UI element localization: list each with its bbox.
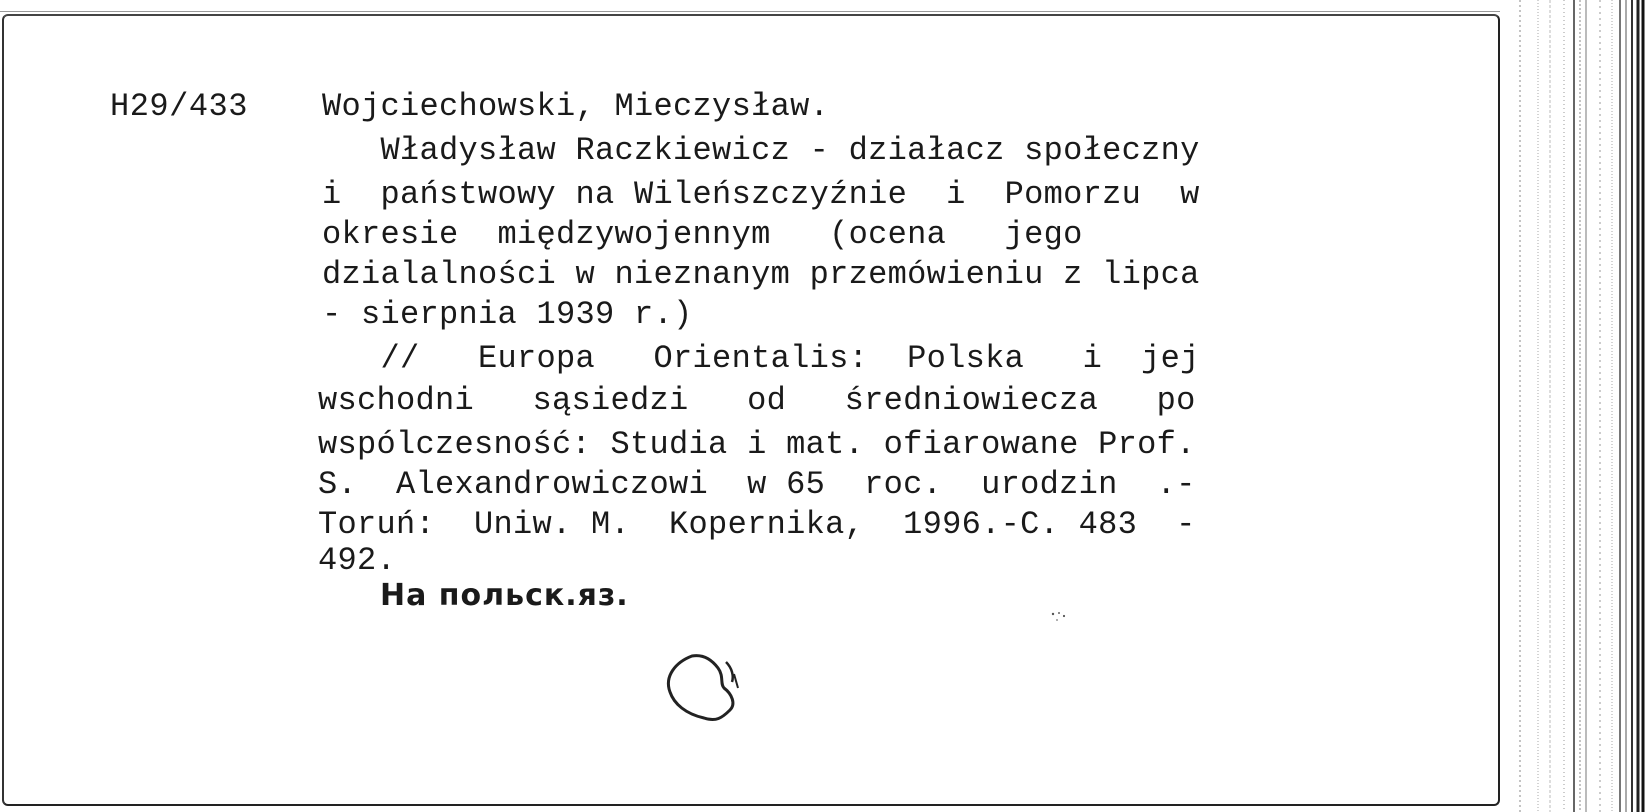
handwritten-note: На польск.яз. (380, 578, 629, 613)
ink-stamp-mark (662, 648, 782, 730)
title-line-1: Władysław Raczkiewicz - działacz społeczny (322, 132, 1200, 169)
title-line-5: - sierpnia 1939 r.) (322, 296, 693, 333)
source-line-6: 492. (318, 542, 397, 579)
title-line-3: okresie międzywojennym (ocena jego (322, 216, 1083, 253)
source-line-5: Toruń: Uniw. M. Kopernika, 1996.-C. 483 - (318, 506, 1196, 543)
author-line: Wojciechowski, Mieczysław. (322, 88, 830, 125)
scan-speck (1050, 610, 1070, 630)
source-line-4: S. Alexandrowiczowi w 65 roc. urodzin .- (318, 466, 1196, 503)
call-number: H29/433 (110, 88, 248, 125)
scan-edge-strip (1516, 0, 1646, 812)
title-line-2: i państwowy na Wileńszczyźnie i Pomorzu w (322, 176, 1200, 213)
scan-top-edge (0, 11, 1500, 12)
source-line-1: // Europa Orientalis: Polska i jej (322, 340, 1200, 377)
source-line-2: wschodni sąsiedzi od średniowiecza po (318, 382, 1196, 419)
title-line-4: dzialalności w nieznanym przemówieniu z lipca (322, 256, 1200, 293)
source-line-3: wspólczesność: Studia i mat. ofiarowane Prof. (318, 426, 1196, 463)
